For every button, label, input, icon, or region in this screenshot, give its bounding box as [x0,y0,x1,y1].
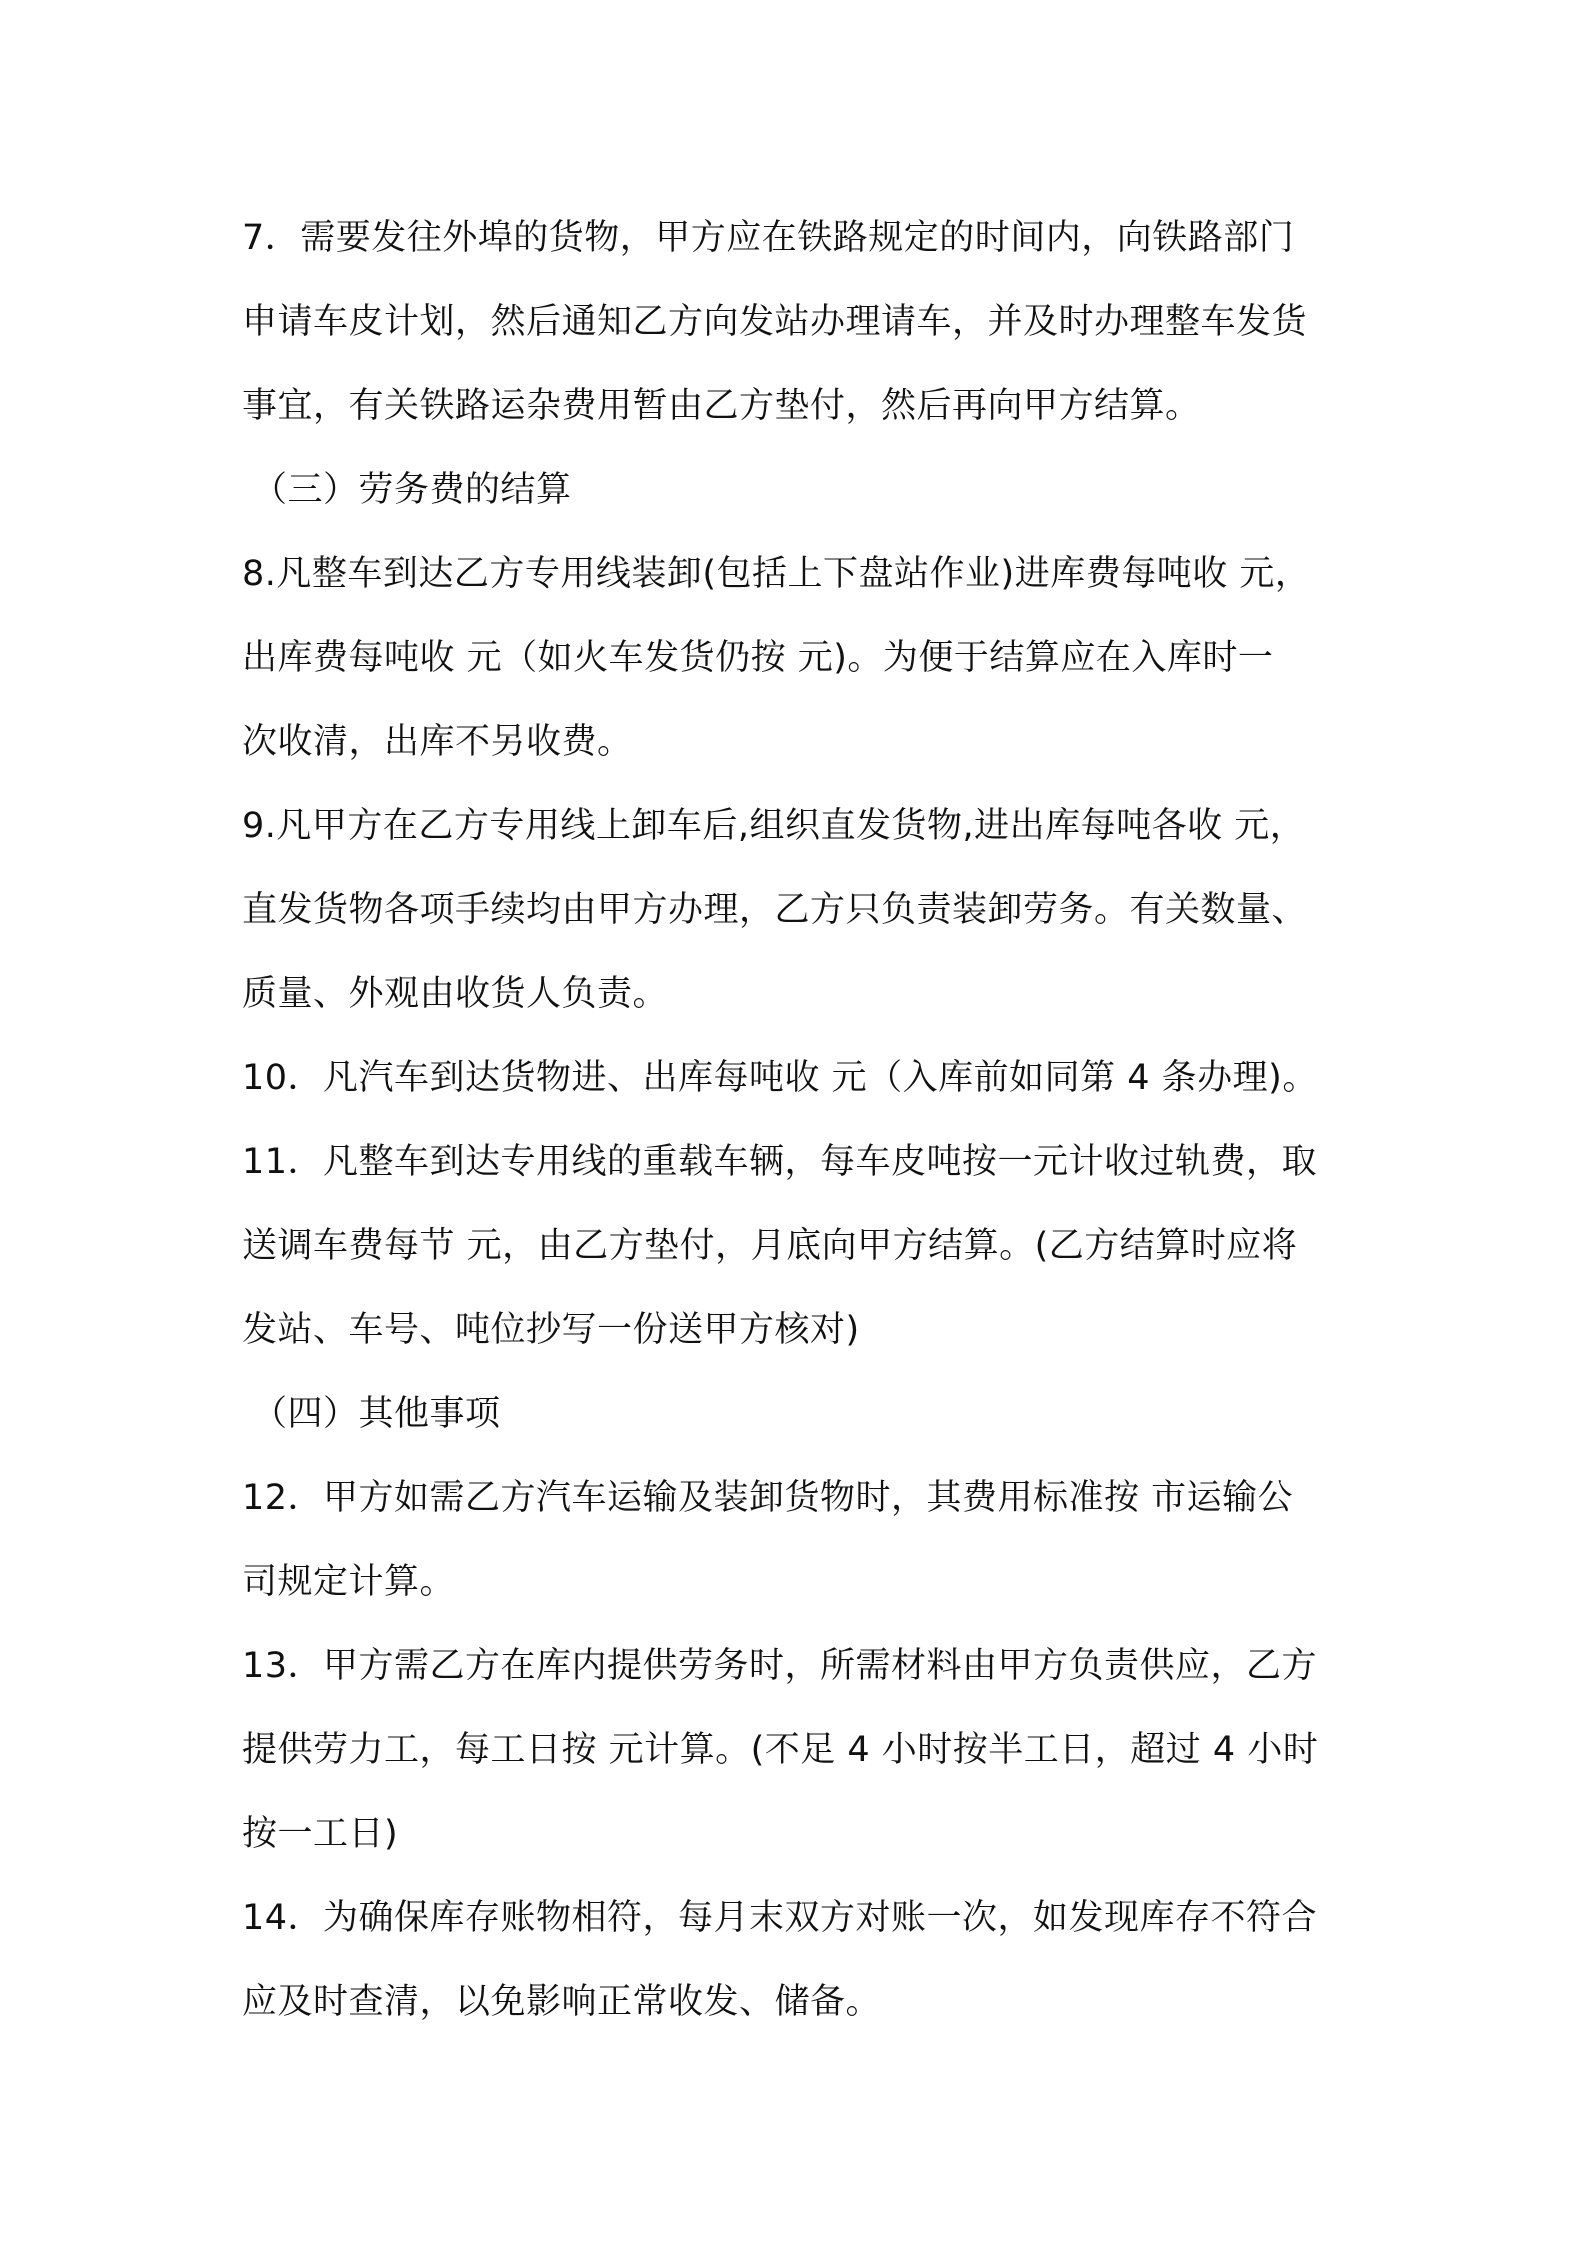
clause-11-line-2: 送调车费每节 元，由乙方垫付，月底向甲方结算。(乙方结算时应将 [242,1226,1298,1266]
clause-12-line-1: 12．甲方如需乙方汽车运输及装卸货物时，其费用标准按 市运输公 [242,1478,1294,1518]
clause-8-line-2: 出库费每吨收 元（如火车发货仍按 元)。为便于结算应在入库时一 [242,638,1274,678]
clause-14-line-1: 14．为确保库存账物相符，每月末双方对账一次，如发现库存不符合 [242,1898,1318,1938]
clause-13-line-3: 按一工日) [242,1814,399,1854]
section-heading-other-matters: （四）其他事项 [252,1394,501,1434]
clause-7-line-2: 申请车皮计划，然后通知乙方向发站办理请车，并及时办理整车发货 [242,302,1308,342]
clause-9-line-2: 直发货物各项手续均由甲方办理，乙方只负责装卸劳务。有关数量、 [242,890,1308,930]
section-heading-labor-fee: （三）劳务费的结算 [252,470,572,510]
clause-13-line-2: 提供劳力工，每工日按 元计算。(不足 4 小时按半工日，超过 4 小时 [242,1730,1319,1770]
clause-9-line-3: 质量、外观由收货人负责。 [242,974,669,1014]
clause-14-line-2: 应及时查清，以免影响正常收发、储备。 [242,1982,882,2022]
clause-11-line-1: 11．凡整车到达专用线的重载车辆，每车皮吨按一元计收过轨费，取 [242,1142,1318,1182]
clause-7-line-3: 事宜，有关铁路运杂费用暂由乙方垫付，然后再向甲方结算。 [242,386,1201,426]
clause-13-line-1: 13．甲方需乙方在库内提供劳务时，所需材料由甲方负责供应，乙方 [242,1646,1318,1686]
clause-12-line-2: 司规定计算。 [242,1562,456,1602]
clause-7-line-1: 7．需要发往外埠的货物，甲方应在铁路规定的时间内，向铁路部门 [242,218,1295,258]
clause-11-line-3: 发站、车号、吨位抄写一份送甲方核对) [242,1310,860,1350]
clause-8-line-3: 次收清，出库不另收费。 [242,722,633,762]
clause-10-line-1: 10．凡汽车到达货物进、出库每吨收 元（入库前如同第 4 条办理)。 [242,1058,1318,1098]
clause-9-line-1: 9.凡甲方在乙方专用线上卸车后,组织直发货物,进出库每吨各收 元， [242,806,1306,846]
clause-8-line-1: 8.凡整车到达乙方专用线装卸(包括上下盘站作业)进库费每吨收 元， [242,554,1311,594]
document-body [242,196,1362,2044]
